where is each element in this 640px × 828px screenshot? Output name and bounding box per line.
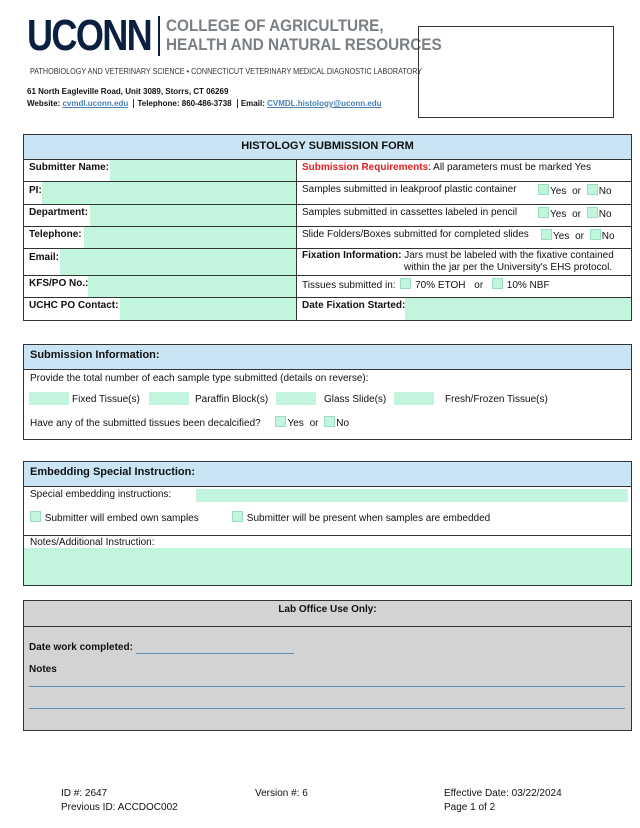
paraffin-block-count-field[interactable] xyxy=(149,392,189,405)
embed-own-option: Submitter will embed own samples xyxy=(30,511,199,524)
present-embedding-checkbox[interactable] xyxy=(232,511,243,522)
accession-box xyxy=(418,26,614,118)
email-field[interactable] xyxy=(60,249,296,275)
histology-form xyxy=(23,134,632,321)
requirement-slides: Slide Folders/Boxes submitted for completed slides xyxy=(302,229,529,240)
email-label: Email: xyxy=(29,252,60,263)
footer-previous-id: Previous ID: ACCDOC002 xyxy=(61,802,178,813)
submission-information-title: Submission Information: xyxy=(24,345,631,370)
fixed-tissue-label: Fixed Tissue(s) xyxy=(72,394,140,405)
notes-line-2[interactable] xyxy=(29,708,625,709)
embedding-section xyxy=(23,461,632,586)
requirement-container: Samples submitted in leakproof plastic container xyxy=(302,184,517,195)
submission-information-section xyxy=(23,344,632,440)
submitter-name-label: Submitter Name: xyxy=(29,162,110,173)
footer-page: Page 1 of 2 xyxy=(444,802,496,813)
special-embedding-field[interactable] xyxy=(196,489,628,502)
date-fixation-label: Date Fixation Started: xyxy=(302,300,406,311)
embedding-title: Embedding Special Instruction: xyxy=(24,462,631,487)
email-link[interactable]: CVMDL.histology@uconn.edu xyxy=(267,99,382,108)
etoh-checkbox[interactable] xyxy=(400,278,411,289)
fresh-frozen-count-field[interactable] xyxy=(394,392,434,405)
slides-yes-checkbox[interactable] xyxy=(541,229,552,240)
submitter-name-field[interactable] xyxy=(110,160,296,181)
date-completed-line[interactable] xyxy=(136,653,294,654)
decalcified-yes-checkbox[interactable] xyxy=(275,416,286,427)
requirement-container-options: Yes or No xyxy=(538,184,612,197)
slides-no-checkbox[interactable] xyxy=(590,229,601,240)
paraffin-block-label: Paraffin Block(s) xyxy=(195,394,269,405)
requirement-cassettes-options: Yes or No xyxy=(538,207,612,220)
form-title: HISTOLOGY SUBMISSION FORM xyxy=(24,135,631,160)
kfs-po-label: KFS/PO No.: xyxy=(29,278,89,289)
fixed-tissue-count-field[interactable] xyxy=(29,392,69,405)
special-embedding-label: Special embedding instructions: xyxy=(30,489,172,500)
uconn-logo: UCONN xyxy=(27,11,152,60)
date-completed-label: Date work completed: xyxy=(29,642,133,653)
logo-divider xyxy=(158,16,160,56)
fresh-frozen-label: Fresh/Frozen Tissue(s) xyxy=(445,394,548,405)
nbf-checkbox[interactable] xyxy=(492,278,503,289)
notes-additional-label: Notes/Additional Instruction: xyxy=(30,537,155,548)
lab-notes-label: Notes xyxy=(29,664,57,675)
notes-line-1[interactable] xyxy=(29,686,625,687)
telephone-label: Telephone: xyxy=(29,229,82,240)
glass-slide-count-field[interactable] xyxy=(276,392,316,405)
uchc-po-field[interactable] xyxy=(120,298,296,320)
telephone-field[interactable] xyxy=(84,227,296,248)
cassettes-yes-checkbox[interactable] xyxy=(538,207,549,218)
footer-id: ID #: 2647 xyxy=(61,788,108,799)
decalcified-no-checkbox[interactable] xyxy=(324,416,335,427)
website-link[interactable]: cvmdl.uconn.edu xyxy=(62,99,129,108)
container-no-checkbox[interactable] xyxy=(587,184,598,195)
decalcified-question: Have any of the submitted tissues been decalcified? Yes or No xyxy=(30,418,350,429)
requirement-cassettes: Samples submitted in cassettes labeled in pencil xyxy=(302,207,518,218)
address: 61 North Eagleville Road, Unit 3089, Storrs, CT 06269 xyxy=(27,87,229,96)
department-field[interactable] xyxy=(90,205,296,226)
glass-slide-label: Glass Slide(s) xyxy=(324,394,387,405)
kfs-po-field[interactable] xyxy=(88,276,296,297)
uchc-po-label: UCHC PO Contact: xyxy=(29,300,119,311)
department-label: Department: xyxy=(29,207,88,218)
present-embedding-option: Submitter will be present when samples are embedded xyxy=(232,511,490,524)
container-yes-checkbox[interactable] xyxy=(538,184,549,195)
contact-line: Website: cvmdl.uconn.edu Telephone: 860-486-3738 Email: CVMDL.histology@uconn.edu xyxy=(27,99,382,108)
dept-line: PATHOBIOLOGY AND VETERINARY SCIENCE • CONNECTICUT VETERINARY MEDICAL DIAGNOSTIC LABORATORY xyxy=(30,67,423,76)
requirement-slides-options: Yes or No xyxy=(541,229,615,242)
submission-requirements: Submission Requirements: All parameters must be marked Yes xyxy=(302,162,591,173)
college-name: COLLEGE OF AGRICULTURE, HEALTH AND NATURAL RESOURCES xyxy=(166,16,442,54)
tissues-submitted-in: Tissues submitted in: 70% ETOH or 10% NBF xyxy=(302,280,550,291)
sample-count-prompt: Provide the total number of each sample type submitted (details on reverse): xyxy=(30,373,369,384)
lab-office-section xyxy=(23,600,632,731)
embed-own-checkbox[interactable] xyxy=(30,511,41,522)
footer-effective-date: Effective Date: 03/22/2024 xyxy=(444,788,562,799)
pi-field[interactable] xyxy=(42,182,296,204)
pi-label: PI: xyxy=(29,185,42,196)
notes-additional-field[interactable] xyxy=(24,548,631,585)
date-fixation-field[interactable] xyxy=(405,298,631,320)
fixation-information: Fixation Information: Jars must be labeled with the fixative contained within the jar per the University's EHS protocol. xyxy=(302,250,614,273)
lab-office-title: Lab Office Use Only: xyxy=(24,601,631,627)
footer-version: Version #: 6 xyxy=(255,788,308,799)
cassettes-no-checkbox[interactable] xyxy=(587,207,598,218)
